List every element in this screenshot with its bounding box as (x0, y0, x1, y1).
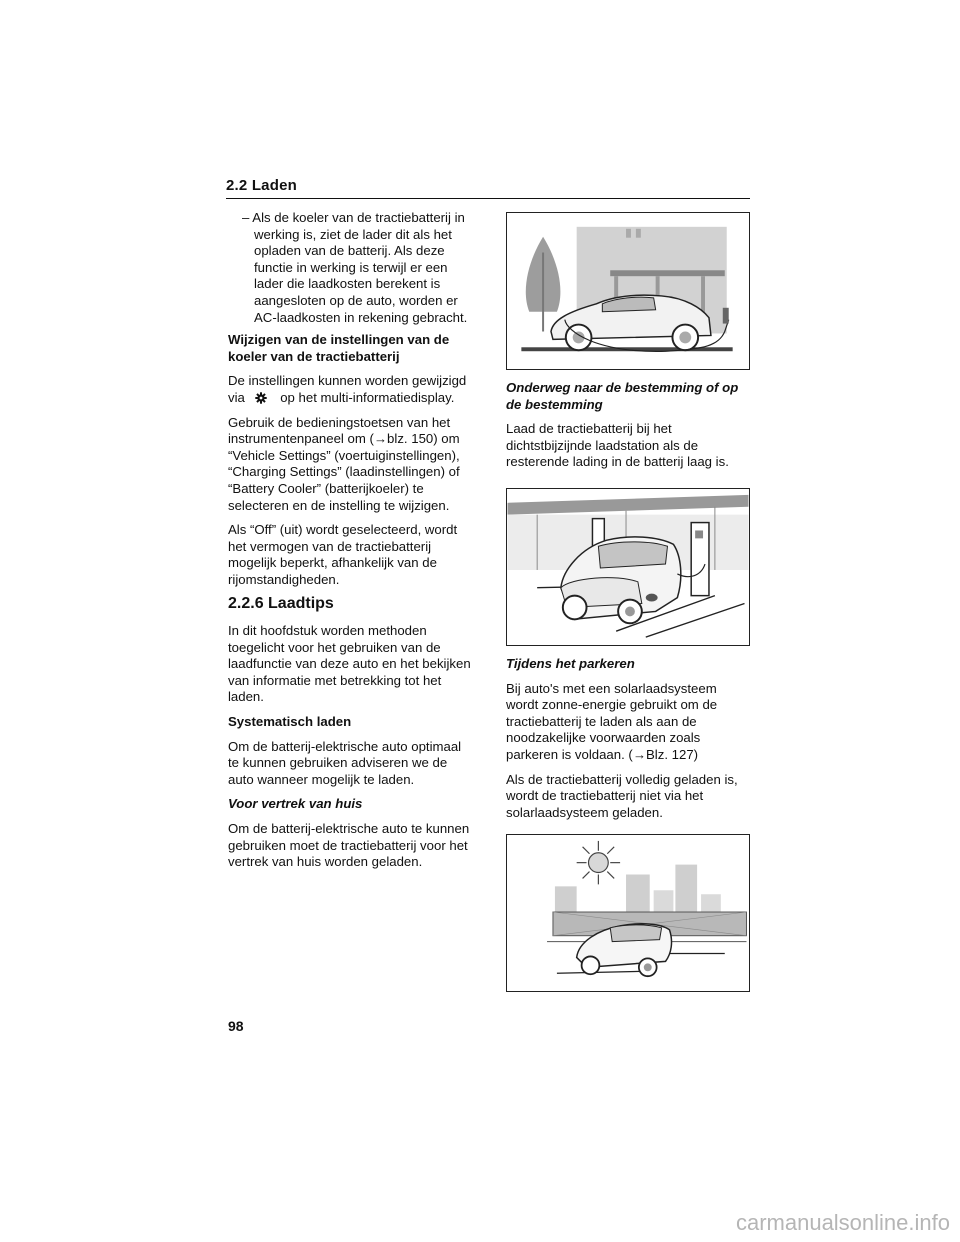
settings-paragraph (228, 373, 473, 406)
solar-charging-illustration (506, 834, 750, 992)
right-column-parking (506, 656, 750, 829)
intro-paragraph: In dit hoofdstuk worden methoden toegelicht voor het gebruiken van de laadfunctie van deze auto en het bekijken van informatie met betrekking tot het laden. (228, 623, 471, 705)
solar-paragraph: Bij auto's met een solarlaadsysteem wordt zonne-energie gebruikt om de tractiebatterij te laden als aan de noodzakelijke voorwaarden zoals parkeren is voldaan. (→Blz. 127) (506, 680, 718, 762)
subhead-systematic: Systematisch laden (228, 714, 352, 730)
italic-head-route: Onderweg naar de bestemming of op de bestemming (506, 380, 739, 412)
section-header-title: 2.2 Laden (226, 177, 297, 194)
page-number: 98 (228, 1018, 244, 1034)
left-column (228, 210, 473, 879)
italic-head-home: Voor vertrek van huis (228, 796, 363, 812)
full-battery-paragraph: Als de tractiebatterij volledig geladen is, wordt de tractiebatterij niet via het solarlaadsysteem geladen. (506, 771, 738, 820)
right-column (506, 380, 750, 479)
italic-head-parking: Tijdens het parkeren (506, 656, 635, 671)
off-paragraph: Als “Off” (uit) wordt geselecteerd, wordt het vermogen van de tractiebatterij mogelijk beperkt, afhankelijk van de rijomstandigheden. (228, 522, 458, 587)
controls-paragraph: Gebruik de bedieningstoetsen van het instrumentenpaneel om (→blz. 150) om “Vehicle Settings” (voertuiginstellingen), “Charging Settings” (laadinstellingen) of “Battery Cooler” (batterijkoeler) te selecteren en de instelling te wijzigen. (228, 414, 460, 513)
home-charging-illustration (506, 212, 750, 370)
subhead-settings: Wijzigen van de instellingen van de koeler van de tractiebatterij (228, 332, 450, 364)
watermark: carmanualsonline.info (735, 1210, 950, 1235)
settings-text-before: De instellingen kunnen worden gewijzigd via (228, 373, 467, 405)
route-paragraph: Laad de tractiebatterij bij het dichtstbijzijnde laadstation als de resterende lading in de batterij laag is. (506, 421, 729, 470)
section-title-laadtips: 2.2.6 Laadtips (228, 595, 334, 613)
gear-icon (255, 392, 267, 404)
settings-text-after: op het multi-informatiedisplay. (280, 389, 455, 405)
battery-cooler-bullet: – Als de koeler van de tractiebatterij in werking is, ziet de lader dit als het opladen van de batterij. Als deze functie in werking is terwijl er een lader die laadkosten berekent is aangesloten op de auto, worden er AC-laadkosten in rekening gebracht. (242, 210, 468, 325)
page-header (226, 177, 750, 199)
charging-station-illustration (506, 488, 750, 646)
home-paragraph: Om de batterij-elektrische auto te kunnen gebruiken moet de tractiebatterij voor het vertrek van huis worden geladen. (228, 821, 470, 870)
systematic-paragraph: Om de batterij-elektrische auto optimaal te kunnen gebruiken adviseren we de auto wanneer mogelijk te laden. (228, 738, 462, 787)
header-rule (226, 198, 750, 199)
